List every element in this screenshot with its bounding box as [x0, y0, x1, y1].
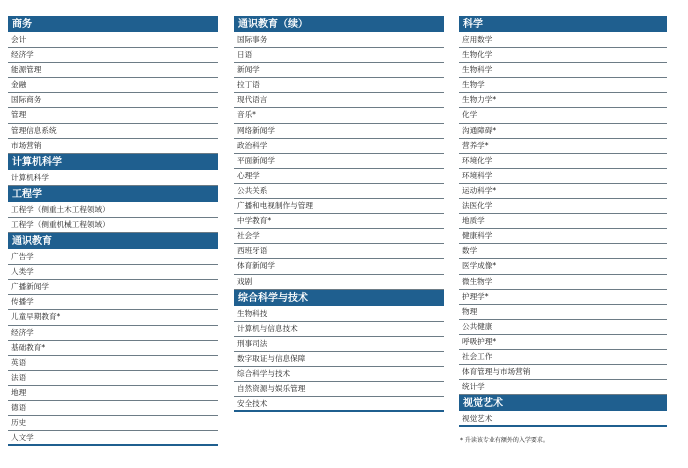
program-item: 英语: [8, 356, 218, 371]
program-item: 政治科学: [234, 139, 444, 154]
program-item: 人类学: [8, 265, 218, 280]
program-item: 综合科学与技术: [234, 367, 444, 382]
program-item: 沟通障碍*: [459, 124, 667, 139]
program-item: 刑事司法: [234, 337, 444, 352]
program-item: 公共关系: [234, 184, 444, 199]
column-2: [234, 16, 444, 412]
program-item: 传播学: [8, 295, 218, 310]
program-item: 公共健康: [459, 320, 667, 335]
program-item: 社会工作: [459, 350, 667, 365]
program-item: 营养学*: [459, 139, 667, 154]
section-header: 视觉艺术: [459, 395, 667, 412]
column-1: [8, 16, 218, 446]
column-3: [459, 16, 667, 444]
program-item: 德语: [8, 401, 218, 416]
program-item: 数字取证与信息保障: [234, 352, 444, 367]
program-item: 戏剧: [234, 275, 444, 290]
program-item: 拉丁语: [234, 78, 444, 93]
program-item: 中学教育*: [234, 214, 444, 229]
program-section: [459, 16, 667, 395]
program-item: 管理信息系统: [8, 124, 218, 139]
program-item: 广播和电视制作与管理: [234, 199, 444, 214]
program-item: 平面新闻学: [234, 154, 444, 169]
program-item: 自然资源与娱乐管理: [234, 382, 444, 397]
program-item: 历史: [8, 416, 218, 431]
program-item: 国际事务: [234, 33, 444, 48]
program-item: 体育新闻学: [234, 259, 444, 274]
program-section: [8, 16, 218, 154]
program-item: 日语: [234, 48, 444, 63]
program-item: 网络新闻学: [234, 124, 444, 139]
program-item: 运动科学*: [459, 184, 667, 199]
program-item: 医学成像*: [459, 259, 667, 274]
program-item: 生物科学: [459, 63, 667, 78]
program-section: [8, 154, 218, 186]
program-item: 管理: [8, 108, 218, 123]
program-item: 计算机科学: [8, 171, 218, 186]
program-item: 生物学: [459, 78, 667, 93]
program-item: 现代语言: [234, 93, 444, 108]
program-item: 经济学: [8, 48, 218, 63]
program-item: 生物力学*: [459, 93, 667, 108]
section-header: 综合科学与技术: [234, 290, 444, 307]
program-item: 环境化学: [459, 154, 667, 169]
section-header: 工程学: [8, 186, 218, 203]
program-item: 基础教育*: [8, 341, 218, 356]
program-item: 法语: [8, 371, 218, 386]
footnote: * 升读该专业有额外的入学要求。: [460, 437, 549, 445]
section-header: 通识教育: [8, 233, 218, 250]
program-item: 音乐*: [234, 108, 444, 123]
section-header: 科学: [459, 16, 667, 33]
program-item: 体育管理与市场营销: [459, 365, 667, 380]
program-item: 经济学: [8, 326, 218, 341]
program-section: [234, 16, 444, 290]
program-item: 工程学（侧重土木工程领域）: [8, 203, 218, 218]
program-item: 护理学*: [459, 290, 667, 305]
program-item: 生物化学: [459, 48, 667, 63]
program-item: 统计学: [459, 380, 667, 395]
program-section: [8, 233, 218, 446]
program-item: 应用数学: [459, 33, 667, 48]
program-item: 市场营销: [8, 139, 218, 154]
program-item: 会计: [8, 33, 218, 48]
program-item: 人文学: [8, 431, 218, 446]
program-item: 计算机与信息技术: [234, 322, 444, 337]
program-item: 新闻学: [234, 63, 444, 78]
program-item: 广播新闻学: [8, 280, 218, 295]
program-item: 物理: [459, 305, 667, 320]
program-item: 工程学（侧重机械工程领域）: [8, 218, 218, 233]
program-item: 数学: [459, 244, 667, 259]
program-item: 能源管理: [8, 63, 218, 78]
program-item: 化学: [459, 108, 667, 123]
section-header: 商务: [8, 16, 218, 33]
program-item: 健康科学: [459, 229, 667, 244]
program-item: 地理: [8, 386, 218, 401]
program-item: 广告学: [8, 250, 218, 265]
program-item: 地质学: [459, 214, 667, 229]
program-item: 法医化学: [459, 199, 667, 214]
program-item: 心理学: [234, 169, 444, 184]
program-section: [234, 290, 444, 413]
program-item: 生物科技: [234, 307, 444, 322]
program-section: [459, 395, 667, 427]
program-item: 国际商务: [8, 93, 218, 108]
program-item: 儿童早期教育*: [8, 310, 218, 325]
program-item: 西班牙语: [234, 244, 444, 259]
program-item: 金融: [8, 78, 218, 93]
program-section: [8, 186, 218, 233]
section-header: 计算机科学: [8, 154, 218, 171]
program-item: 视觉艺术: [459, 412, 667, 427]
program-item: 呼吸护理*: [459, 335, 667, 350]
program-item: 社会学: [234, 229, 444, 244]
program-item: 安全技术: [234, 397, 444, 412]
program-item: 环境科学: [459, 169, 667, 184]
program-item: 微生物学: [459, 275, 667, 290]
section-header: 通识教育（续）: [234, 16, 444, 33]
